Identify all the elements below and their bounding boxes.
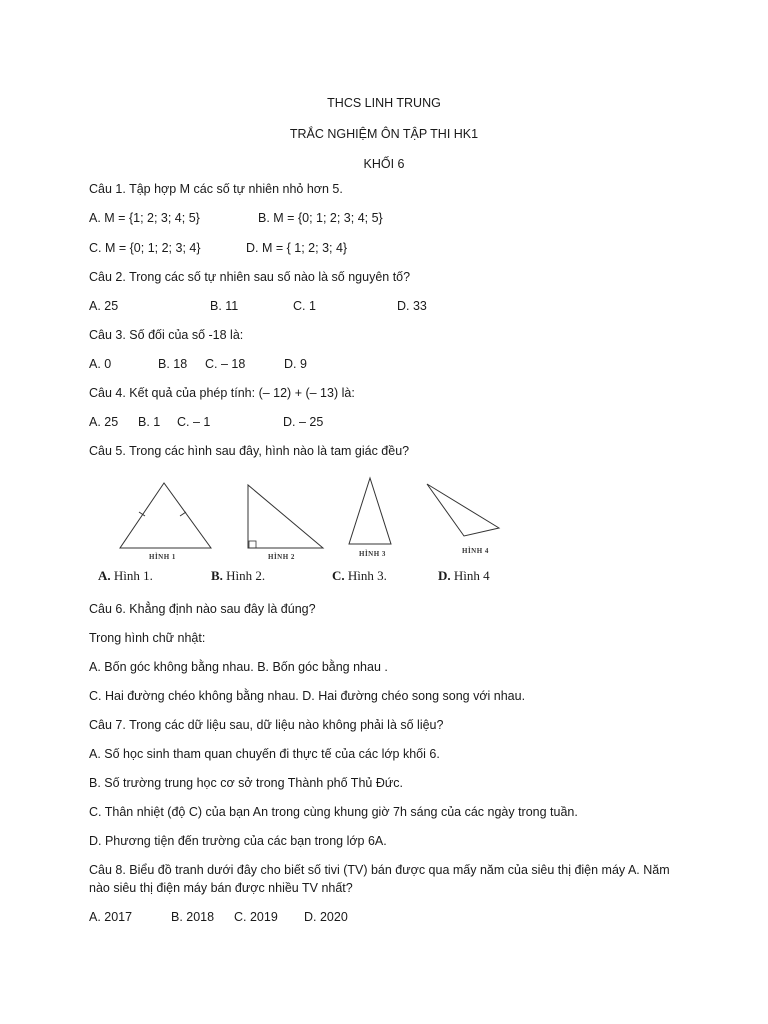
figure-4-label: HÌNH 4 [462, 547, 489, 555]
q3-option-c: C. – 18 [205, 357, 246, 371]
q6-options-cd: C. Hai đường chéo không bằng nhau. D. Hai đường chéo song song với nhau. [89, 689, 526, 703]
question-3: Câu 3. Số đối của số -18 là: [89, 328, 244, 342]
triangle-figure-4 [427, 484, 499, 536]
question-8-line-1: Câu 8. Biểu đồ tranh dưới đây cho biết số tivi (TV) bán được qua mấy năm của siêu thị điện máy A. Năm [89, 863, 670, 877]
q8-option-d: D. 2020 [304, 910, 348, 924]
q5-option-b: B. Hình 2. [211, 568, 266, 583]
q3-option-d: D. 9 [284, 357, 307, 371]
q2-option-b: B. 11 [210, 299, 239, 313]
q2-option-c: C. 1 [293, 299, 316, 313]
q4-option-b: B. 1 [138, 415, 161, 429]
triangle-figure-2 [248, 485, 323, 548]
q1-option-c: C. M = {0; 1; 2; 3; 4} [89, 241, 201, 255]
q1-option-d: D. M = { 1; 2; 3; 4} [246, 241, 348, 255]
triangle-figure-1 [120, 483, 211, 548]
q4-option-d: D. – 25 [283, 415, 324, 429]
question-7: Câu 7. Trong các dữ liệu sau, dữ liệu nào không phải là số liệu? [89, 718, 444, 732]
question-1: Câu 1. Tập hợp M các số tự nhiên nhỏ hơn 5. [89, 182, 343, 196]
document-title: TRẮC NGHIỆM ÔN TẬP THI HK1 [289, 127, 479, 141]
q1-option-b: B. M = {0; 1; 2; 3; 4; 5} [258, 211, 383, 225]
q6-intro: Trong hình chữ nhật: [89, 631, 206, 645]
question-5: Câu 5. Trong các hình sau đây, hình nào là tam giác đều? [89, 444, 410, 458]
grade-label: KHỐI 6 [363, 157, 405, 171]
q8-option-b: B. 2018 [171, 910, 215, 924]
q7-option-b: B. Số trường trung học cơ sở trong Thành phố Thủ Đức. [89, 776, 403, 790]
question-8-line-2: nào siêu thị điện máy bán được nhiều TV nhất? [89, 881, 353, 895]
q8-option-a: A. 2017 [89, 910, 133, 924]
figure-2-label: HÌNH 2 [268, 553, 295, 561]
figure-3-label: HÌNH 3 [359, 550, 386, 558]
question-6: Câu 6. Khẳng định nào sau đây là đúng? [89, 602, 316, 616]
q2-option-a: A. 25 [89, 299, 119, 313]
q1-option-a: A. M = {1; 2; 3; 4; 5} [89, 211, 200, 225]
q7-option-a: A. Số học sinh tham quan chuyến đi thực tế của các lớp khối 6. [89, 747, 440, 761]
q7-option-c: C. Thân nhiệt (độ C) của bạn An trong cùng khung giờ 7h sáng của các ngày trong tuần. [89, 805, 578, 819]
q6-options-ab: A. Bốn góc không bằng nhau. B. Bốn góc bằng nhau . [89, 660, 388, 674]
question-2: Câu 2. Trong các số tự nhiên sau số nào là số nguyên tố? [89, 270, 411, 284]
q8-option-c: C. 2019 [234, 910, 278, 924]
q5-option-c: C. Hình 3. [332, 568, 387, 583]
q3-option-b: B. 18 [158, 357, 188, 371]
q5-option-d: D. Hình 4 [438, 568, 490, 583]
school-name: THCS LINH TRUNG [327, 96, 441, 110]
q5-option-a: A. Hình 1. [98, 568, 153, 583]
q2-option-d: D. 33 [397, 299, 427, 313]
q4-option-c: C. – 1 [177, 415, 211, 429]
triangle-figure-3 [349, 478, 391, 544]
question-4: Câu 4. Kết quả của phép tính: (– 12) + (– 13) là: [89, 386, 355, 400]
q7-option-d: D. Phương tiện đến trường của các bạn trong lớp 6A. [89, 834, 387, 848]
figure-1-label: HÌNH 1 [149, 553, 176, 561]
q3-option-a: A. 0 [89, 357, 112, 371]
q4-option-a: A. 25 [89, 415, 119, 429]
